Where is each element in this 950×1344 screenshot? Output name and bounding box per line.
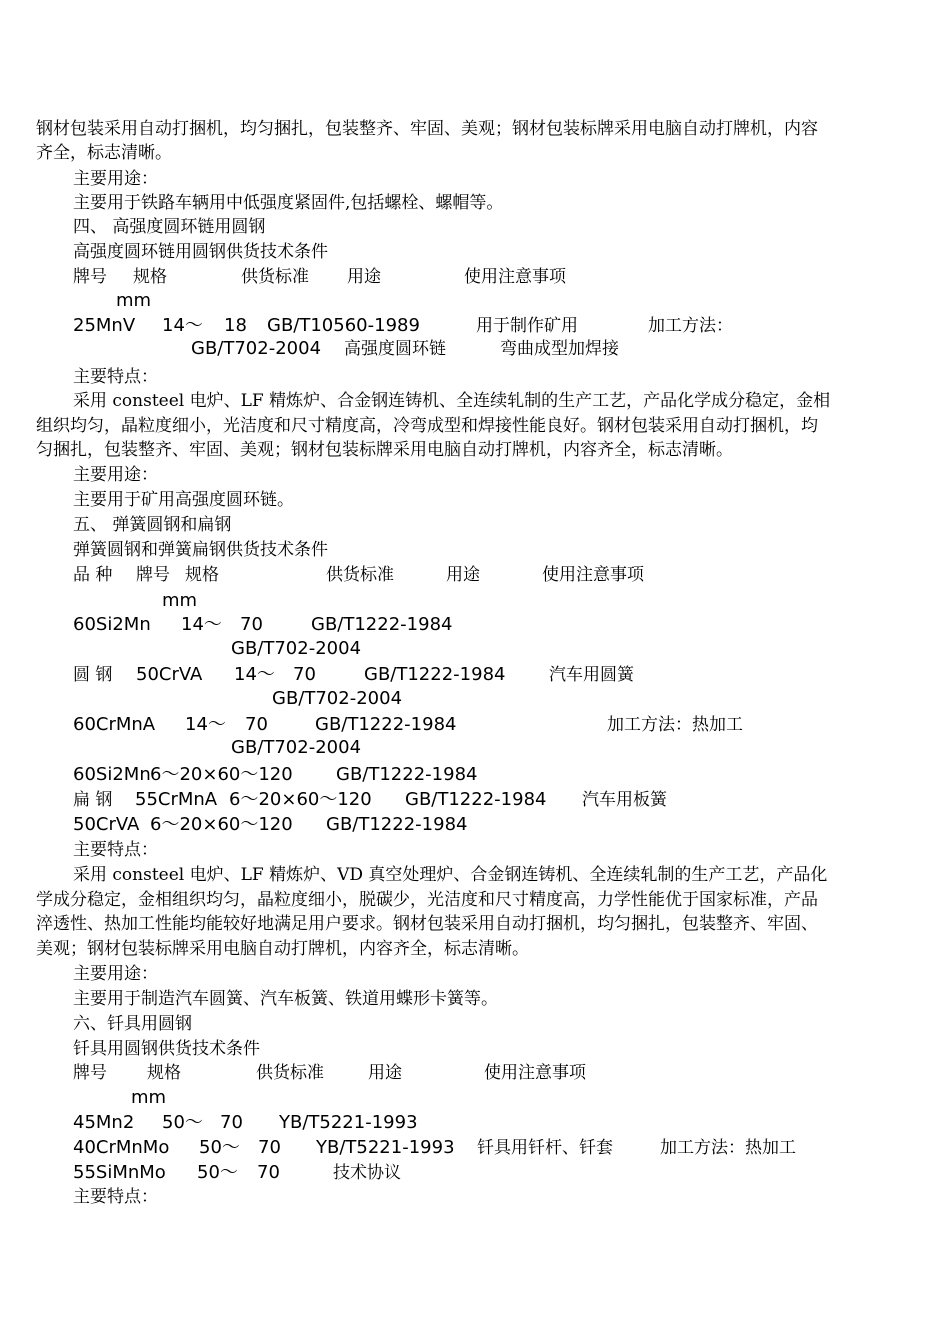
row-grade: 50CrVA	[73, 814, 140, 835]
row-spec-from: 50～	[197, 1162, 238, 1183]
intro-paragraph-line: 齐全，标志清晰。	[36, 143, 172, 163]
row-use: 汽车用圆簧	[549, 665, 634, 685]
row-kind: 圆 钢	[73, 665, 113, 685]
section-subtitle: 弹簧圆钢和弹簧扁钢供货技术条件	[73, 540, 328, 560]
row-spec: 6～20×60～120	[150, 764, 293, 785]
section-subtitle: 钎具用圆钢供货技术条件	[73, 1039, 260, 1059]
features-line: 美观；钢材包装标牌采用电脑自动打牌机，内容齐全，标志清晰。	[36, 939, 529, 959]
use-label: 主要用途：	[73, 964, 158, 984]
row-spec-from: 50～	[162, 1112, 203, 1133]
row-use: 用于制作矿用	[476, 316, 578, 336]
section-heading: 四、 高强度圆环链用圆钢	[73, 217, 266, 237]
row-grade: 45Mn2	[73, 1112, 135, 1133]
table-header-grade: 牌号	[73, 267, 107, 287]
row-spec-to: 70	[245, 714, 268, 735]
row-spec: 6～20×60～120	[229, 789, 372, 810]
features-label: 主要特点：	[73, 367, 158, 387]
row-spec-to: 70	[257, 1162, 280, 1183]
row-spec-to: 70	[258, 1137, 281, 1158]
row-grade: 25MnV	[73, 315, 136, 336]
row-standard: GB/T1222-1984	[311, 614, 453, 635]
row-spec: 6～20×60～120	[150, 814, 293, 835]
row-spec-from: 14～	[181, 614, 222, 635]
table-header-notes: 使用注意事项	[464, 267, 566, 287]
row-standard-2: GB/T702-2004	[231, 737, 362, 758]
features-line: 匀捆扎，包装整齐、牢固、美观；钢材包装标牌采用电脑自动打牌机，内容齐全，标志清晰。	[36, 440, 733, 460]
table-header-notes: 使用注意事项	[542, 565, 644, 585]
table-header-grade: 牌号	[73, 1063, 107, 1083]
row-use: 汽车用板簧	[582, 790, 667, 810]
row-use: 钎具用钎杆、钎套	[477, 1138, 613, 1158]
row-kind: 扁 钢	[73, 790, 113, 810]
row-spec-from: 14～	[162, 315, 203, 336]
row-spec-to: 70	[293, 664, 316, 685]
table-header-standard: 供货标准	[241, 267, 309, 287]
use-text: 主要用于铁路车辆用中低强度紧固件,包括螺栓、螺帽等。	[73, 193, 504, 213]
table-header-unit: mm	[162, 590, 198, 611]
row-standard: YB/T5221-1993	[316, 1137, 455, 1158]
intro-paragraph-line: 钢材包装采用自动打捆机，均匀捆扎，包装整齐、牢固、美观；钢材包装标牌采用电脑自动打牌机，内容	[36, 119, 818, 139]
row-spec-to: 70	[220, 1112, 243, 1133]
table-header-use: 用途	[368, 1063, 402, 1083]
use-text: 主要用于矿用高强度圆环链。	[73, 490, 294, 510]
row-standard: YB/T5221-1993	[279, 1112, 418, 1133]
table-header-use: 用途	[446, 565, 480, 585]
features-line: 淬透性、热加工性能均能较好地满足用户要求。钢材包装采用自动打捆机，均匀捆扎，包装整齐、牢固、	[36, 914, 818, 934]
table-header-kind: 品 种	[73, 565, 113, 585]
table-header-unit: mm	[131, 1087, 167, 1108]
row-grade: 55CrMnA	[135, 789, 218, 810]
table-header-grade: 牌号	[136, 565, 170, 585]
row-standard: GB/T1222-1984	[405, 789, 547, 810]
features-line: 学成分稳定，金相组织均匀，晶粒度细小，脱碳少，光洁度和尺寸精度高，力学性能优于国家标准，产品	[36, 890, 818, 910]
row-standard-2: GB/T702-2004	[191, 338, 322, 359]
table-header-standard: 供货标准	[326, 565, 394, 585]
row-grade: 60Si2Mn	[73, 614, 151, 635]
table-header-spec: 规格	[185, 565, 219, 585]
row-spec-from: 14～	[234, 664, 275, 685]
row-note: 加工方法：	[648, 316, 733, 336]
section-heading: 六、钎具用圆钢	[73, 1014, 192, 1034]
row-standard: GB/T1222-1984	[315, 714, 457, 735]
features-line: 组织均匀，晶粒度细小，光洁度和尺寸精度高，冷弯成型和焊接性能良好。钢材包装采用自动打捆机，均	[36, 416, 818, 436]
row-standard: GB/T10560-1989	[267, 315, 420, 336]
use-label: 主要用途：	[73, 465, 158, 485]
row-grade: 40CrMnMo	[73, 1137, 170, 1158]
row-grade: 50CrVA	[136, 664, 203, 685]
row-note: 加工方法：热加工	[660, 1138, 796, 1158]
row-standard: 技术协议	[333, 1163, 401, 1183]
row-use-2: 高强度圆环链	[344, 339, 446, 359]
table-header-unit: mm	[116, 290, 152, 311]
row-standard-2: GB/T702-2004	[272, 688, 403, 709]
row-note-2: 弯曲成型加焊接	[500, 339, 619, 359]
table-header-notes: 使用注意事项	[484, 1063, 586, 1083]
use-text: 主要用于制造汽车圆簧、汽车板簧、铁道用蝶形卡簧等。	[73, 989, 498, 1009]
use-label: 主要用途：	[73, 169, 158, 189]
row-standard: GB/T1222-1984	[326, 814, 468, 835]
table-header-spec: 规格	[133, 267, 167, 287]
row-standard: GB/T1222-1984	[364, 664, 506, 685]
features-line: 采用 consteel 电炉、LF 精炼炉、合金钢连铸机、全连续轧制的生产工艺，产品化学成分稳定，金相	[73, 391, 831, 411]
table-header-standard: 供货标准	[256, 1063, 324, 1083]
table-header-spec: 规格	[147, 1063, 181, 1083]
row-spec-from: 50～	[199, 1137, 240, 1158]
row-spec-to: 18	[224, 315, 247, 336]
row-standard-2: GB/T702-2004	[231, 638, 362, 659]
row-spec-to: 70	[240, 614, 263, 635]
row-grade: 60CrMnA	[73, 714, 156, 735]
section-heading: 五、 弹簧圆钢和扁钢	[73, 515, 232, 535]
row-note: 加工方法：热加工	[607, 715, 743, 735]
features-label: 主要特点：	[73, 1187, 158, 1207]
features-line: 采用 consteel 电炉、LF 精炼炉、VD 真空处理炉、合金钢连铸机、全连续轧制的生产工艺，产品化	[73, 865, 828, 885]
row-grade: 55SiMnMo	[73, 1162, 166, 1183]
section-subtitle: 高强度圆环链用圆钢供货技术条件	[73, 242, 328, 262]
table-header-use: 用途	[347, 267, 381, 287]
features-label: 主要特点：	[73, 840, 158, 860]
row-standard: GB/T1222-1984	[336, 764, 478, 785]
row-spec-from: 14～	[185, 714, 226, 735]
row-grade: 60Si2Mn	[73, 764, 151, 785]
